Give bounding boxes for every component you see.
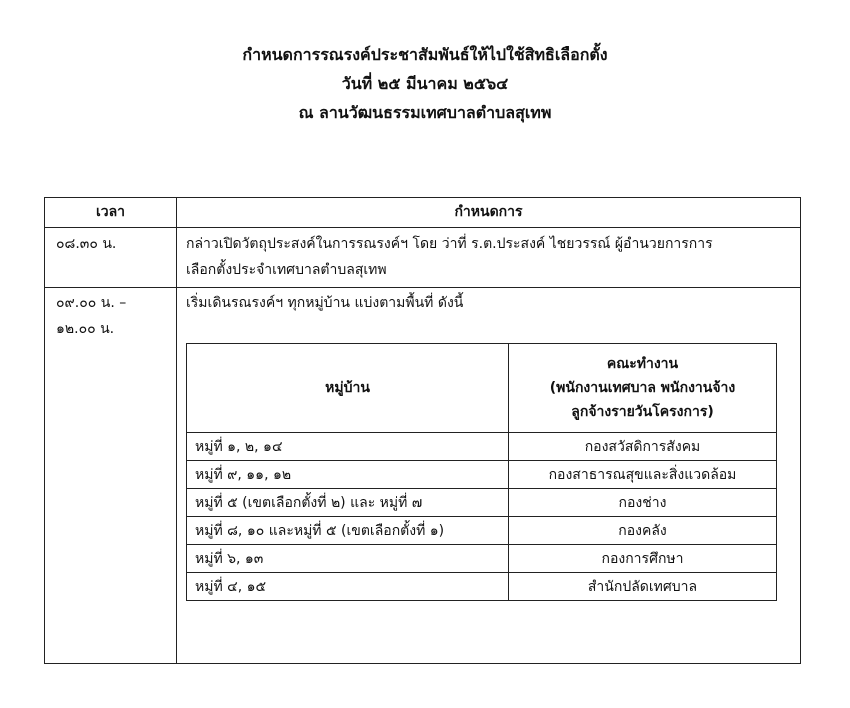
document-header	[0, 40, 850, 127]
row-1-agenda-line2: เลือกตั้งประจำเทศบาลตำบลสุเทพ	[186, 262, 387, 278]
table-row	[187, 517, 777, 545]
row-1-agenda	[186, 231, 792, 283]
row-divider	[45, 287, 800, 288]
team-cell: กองสวัสดิการสังคม	[509, 433, 777, 461]
subtable-header-village: หมู่บ้าน	[187, 344, 509, 433]
table-row	[187, 489, 777, 517]
village-cell: หมู่ที่ ๕ (เขตเลือกตั้งที่ ๒) และ หมู่ที่ ๗	[187, 489, 509, 517]
team-cell: สำนักปลัดเทศบาล	[509, 573, 777, 601]
header-time: เวลา	[95, 204, 126, 220]
village-cell: หมู่ที่ ๔, ๑๕	[187, 573, 509, 601]
table-row	[187, 545, 777, 573]
row-2-agenda-intro: เริ่มเดินรณรงค์ฯ ทุกหมู่บ้าน แบ่งตามพื้นที่ ดังนี้	[186, 295, 464, 311]
document-venue: ณ ลานวัฒนธรรมเทศบาลตำบลสุเทพ	[298, 103, 552, 122]
village-cell: หมู่ที่ ๑, ๒, ๑๔	[187, 433, 509, 461]
team-cell: กองการศึกษา	[509, 545, 777, 573]
village-cell: หมู่ที่ ๖, ๑๓	[187, 545, 509, 573]
team-cell: กองช่าง	[509, 489, 777, 517]
subtable-header-team-line2: (พนักงานเทศบาล พนักงานจ้าง	[549, 380, 736, 396]
village-cell: หมู่ที่ ๘, ๑๐ และหมู่ที่ ๕ (เขตเลือกตั้งที่ ๑)	[187, 517, 509, 545]
village-team-table	[186, 343, 777, 601]
row-1-agenda-line1: กล่าวเปิดวัตถุประสงค์ในการรณรงค์ฯ โดย ว่าที่ ร.ต.ประสงค์ ไชยวรรณ์ ผู้อำนวยการการ	[186, 236, 713, 252]
schedule-table	[44, 197, 801, 664]
subtable-header-team-line3: ลูกจ้างรายวันโครงการ)	[571, 404, 714, 420]
row-2-time-end: ๑๒.๐๐ น.	[56, 321, 115, 337]
team-cell: กองสาธารณสุขและสิ่งแวดล้อม	[509, 461, 777, 489]
table-row	[187, 573, 777, 601]
subtable-header-team	[509, 344, 777, 433]
subtable-header-row	[187, 344, 777, 433]
row-1-time: ๐๘.๓๐ น.	[56, 236, 117, 252]
team-cell: กองคลัง	[509, 517, 777, 545]
table-row	[187, 433, 777, 461]
column-divider	[176, 198, 177, 663]
header-agenda: กำหนดการ	[454, 204, 523, 220]
table-row	[187, 461, 777, 489]
village-cell: หมู่ที่ ๙, ๑๑, ๑๒	[187, 461, 509, 489]
row-divider	[45, 227, 800, 228]
row-2-time	[56, 290, 171, 342]
subtable-header-team-line1: คณะทำงาน	[606, 356, 679, 372]
row-2-time-start: ๐๙.๐๐ น. –	[56, 295, 127, 311]
document-date: วันที่ ๒๕ มีนาคม ๒๕๖๔	[341, 74, 509, 93]
document-title: กำหนดการรณรงค์ประชาสัมพันธ์ให้ไปใช้สิทธิเลือกตั้ง	[242, 45, 608, 64]
